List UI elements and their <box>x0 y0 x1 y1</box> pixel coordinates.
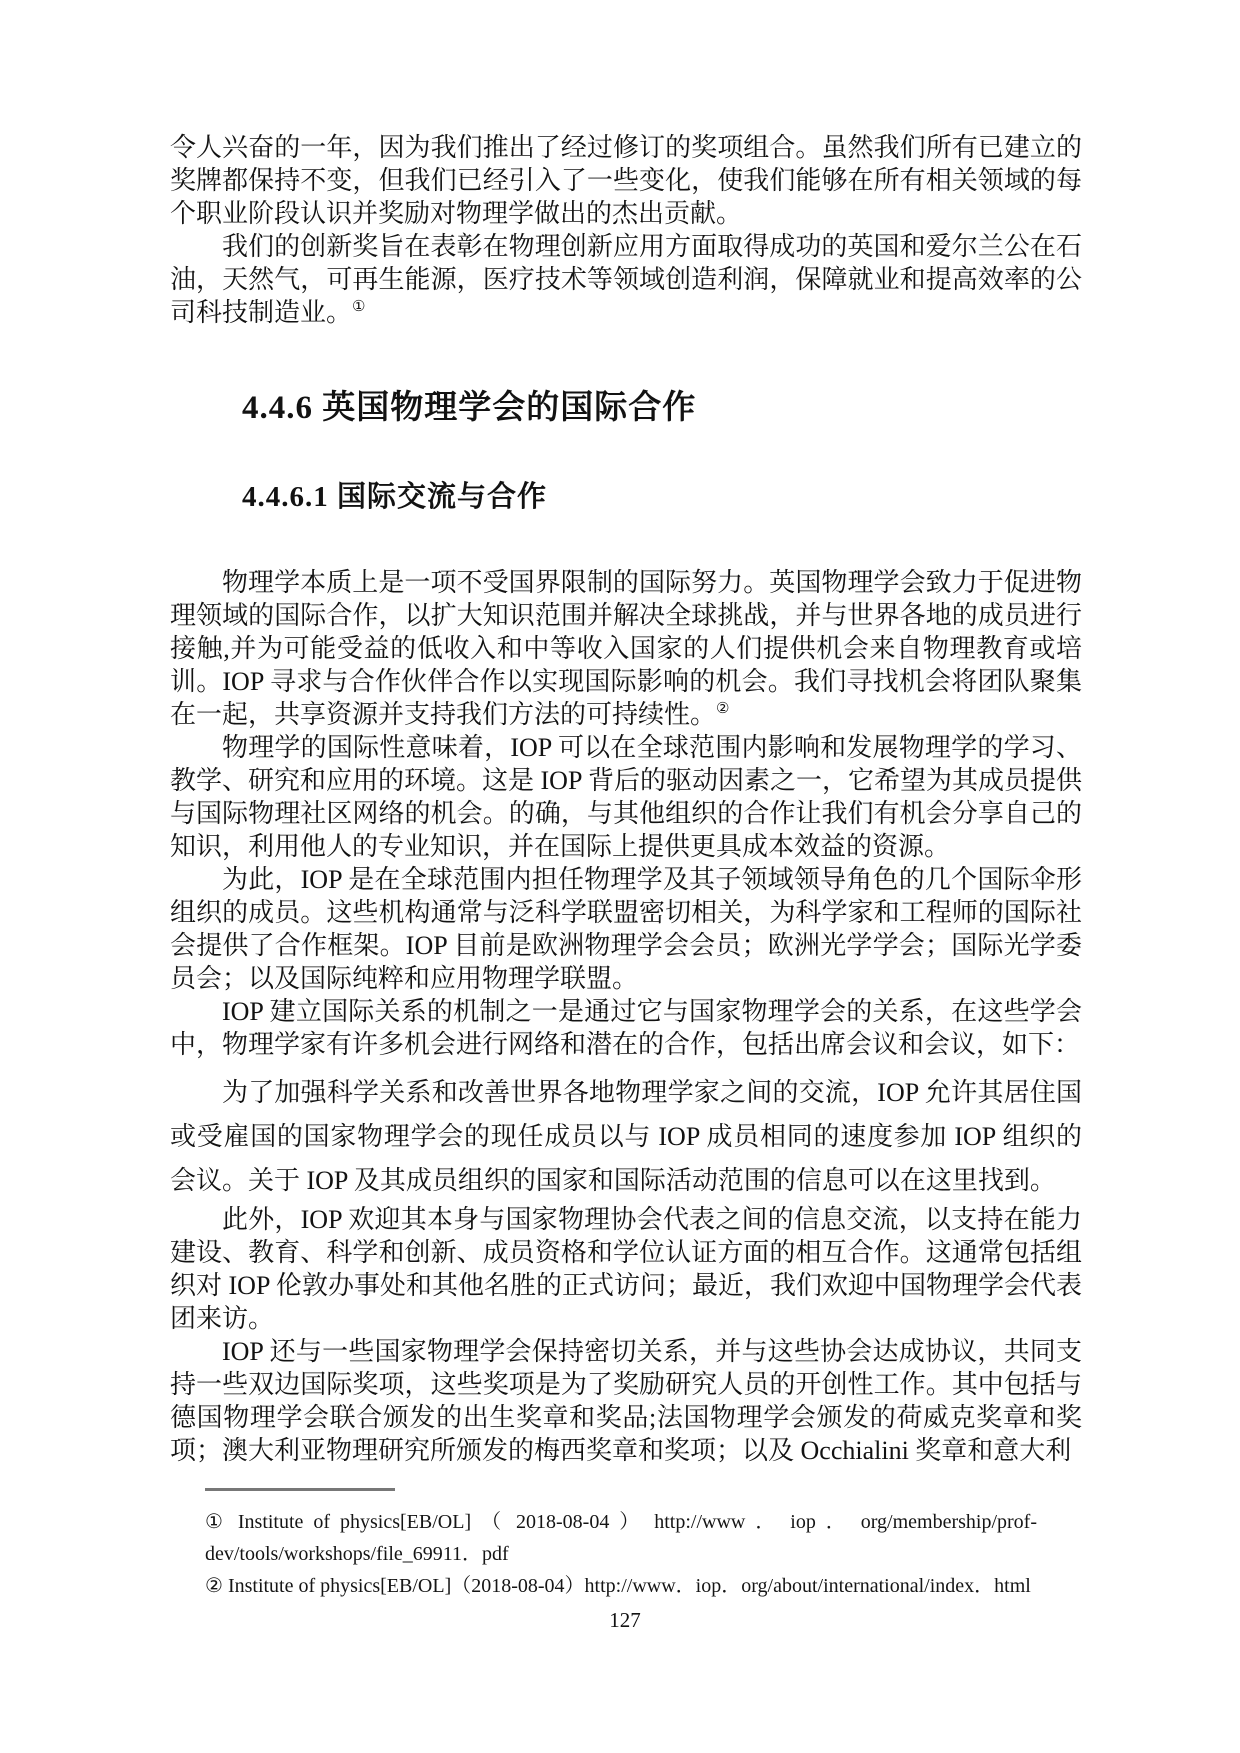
footnote-ref-2: ② <box>716 701 730 717</box>
paragraph-membership-quote: 为了加强科学关系和改善世界各地物理学家之间的交流，IOP 允许其居住国或受雇国的国家物理学会的现任成员以与 IOP 成员相同的速度参加 IOP 组织的会议。关于 IOP 及其成员组织的国家和国际活动范围的信息可以在这里找到。 <box>170 1078 1082 1195</box>
footnote-area <box>205 1488 1037 1636</box>
footnote-ref-1: ① <box>352 299 366 315</box>
paragraph-innovation-award <box>170 230 1082 329</box>
page-body <box>170 131 1082 1467</box>
footnote-2 <box>205 1570 1037 1602</box>
footnote-1-marker: ① <box>205 1511 228 1533</box>
page-number: 127 <box>609 1608 641 1632</box>
paragraph-awards-continuation: 令人兴奋的一年，因为我们推出了经过修订的奖项组合。虽然我们所有已建立的奖牌都保持不变，但我们已经引入了一些变化，使我们能够在所有相关领域的每个职业阶段认识并奖励对物理学做出的杰出贡献。 <box>170 133 1082 228</box>
footnote-2-text: Institute of physics[EB/OL]（2018-08-04）http://www．iop．org/about/international/index．html <box>227 1575 1031 1597</box>
footnote-2-marker: ② <box>205 1575 223 1597</box>
paragraph-relations-mechanism: IOP 建立国际关系的机制之一是通过它与国家物理学会的关系，在这些学会中，物理学家有许多机会进行网络和潜在的合作，包括出席会议和会议，如下： <box>170 997 1082 1059</box>
paragraph-international-effort <box>170 566 1082 731</box>
paragraph-internationality: 物理学的国际性意味着，IOP 可以在全球范围内影响和发展物理学的学习、教学、研究和应用的环境。这是 IOP 背后的驱动因素之一，它希望为其成员提供与国际物理社区网络的机会。的确，与其他组织的合作让我们有机会分享自己的知识，利用他人的专业知识，并在国际上提供更具成本效益的资源。 <box>170 733 1082 861</box>
footnote-1-text: Institute of physics[EB/OL] （ 2018-08-04 ） http://www ． iop ． org/membership/prof- <box>237 1511 1037 1533</box>
footnote-1-line-1 <box>205 1506 1037 1538</box>
subsection-heading: 4.4.6.1 国际交流与合作 <box>242 481 548 513</box>
section-heading: 4.4.6 英国物理学会的国际合作 <box>242 390 697 426</box>
footnote-separator-line <box>205 1488 395 1491</box>
paragraph-information-exchange: 此外，IOP 欢迎其本身与国家物理协会代表之间的信息交流，以支持在能力建设、教育、科学和创新、成员资格和学位认证方面的相互合作。这通常包括组织对 IOP 伦敦办事处和其他名胜的正式访问；最近，我们欢迎中国物理学会代表团来访。 <box>170 1205 1082 1333</box>
paragraph-bilateral-awards: IOP 还与一些国家物理学会保持密切关系，并与这些协会达成协议，共同支持一些双边国际奖项，这些奖项是为了奖励研究人员的开创性工作。其中包括与德国物理学会联合颁发的出生奖章和奖品;法国物理学会颁发的荷威克奖章和奖项；澳大利亚物理研究所颁发的梅西奖章和奖项；以及 Occhialini 奖章和意大利 <box>170 1337 1082 1465</box>
paragraph-umbrella-organizations: 为此，IOP 是在全球范围内担任物理学及其子领域领导角色的几个国际伞形组织的成员。这些机构通常与泛科学联盟密切相关，为科学家和工程师的国际社会提供了合作框架。IOP 目前是欧洲物理学会会员；欧洲光学学会；国际光学委员会；以及国际纯粹和应用物理学联盟。 <box>170 865 1082 993</box>
paragraph-innovation-award-text: 我们的创新奖旨在表彰在物理创新应用方面取得成功的英国和爱尔兰公在石油，天然气，可再生能源，医疗技术等领域创造利润，保障就业和提高效率的公司科技制造业。 <box>170 232 1082 327</box>
paragraph-international-effort-text: 物理学本质上是一项不受国界限制的国际努力。英国物理学会致力于促进物理领域的国际合作，以扩大知识范围并解决全球挑战，并与世界各地的成员进行接触,并为可能受益的低收入和中等收入国家的人们提供机会来自物理教育或培训。IOP 寻求与合作伙伴合作以实现国际影响的机会。我们寻找机会将团队聚集在一起，共享资源并支持我们方法的可持续性。 <box>170 568 1082 729</box>
footnote-1-line-2: dev/tools/workshops/file_69911．pdf <box>205 1543 509 1565</box>
